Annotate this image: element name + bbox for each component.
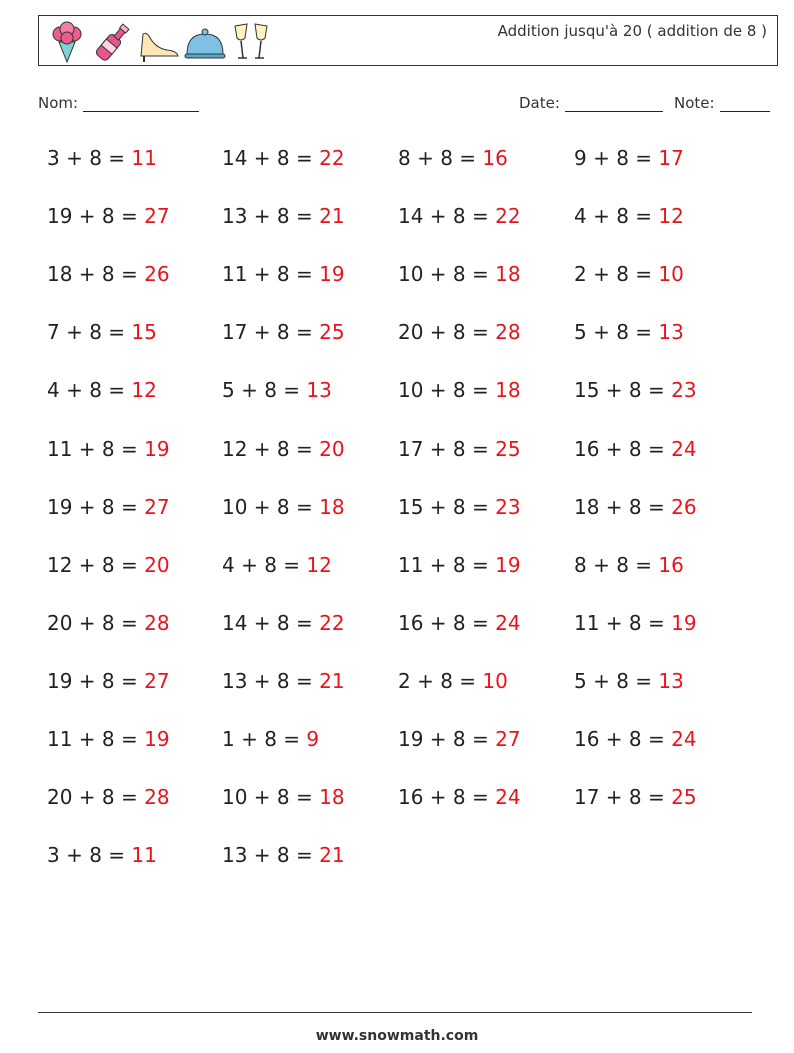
problem-question: 16 + 8 = bbox=[398, 610, 496, 635]
problem-item bbox=[222, 727, 319, 751]
problem-question: 11 + 8 = bbox=[574, 610, 672, 635]
problem-item bbox=[47, 495, 170, 519]
problem-answer: 24 bbox=[495, 785, 521, 810]
problem-answer: 22 bbox=[495, 204, 521, 229]
problem-question: 11 + 8 = bbox=[222, 262, 320, 287]
problem-question: 11 + 8 = bbox=[47, 436, 145, 461]
problem-answer: 27 bbox=[144, 204, 170, 229]
problem-item bbox=[222, 611, 345, 635]
problem-question: 14 + 8 = bbox=[222, 146, 320, 170]
problem-answer: 21 bbox=[319, 204, 345, 229]
problem-item bbox=[222, 785, 345, 809]
problem-item bbox=[222, 495, 345, 519]
problem-item bbox=[574, 553, 684, 577]
problem-answer: 18 bbox=[495, 262, 521, 287]
high-heel-shoe-icon bbox=[137, 20, 181, 64]
footer-divider bbox=[38, 1012, 752, 1013]
problem-answer: 19 bbox=[319, 262, 345, 287]
problem-item bbox=[574, 262, 684, 286]
problem-question: 16 + 8 = bbox=[574, 727, 672, 751]
problem-question: 2 + 8 = bbox=[574, 262, 659, 287]
problem-answer: 24 bbox=[671, 727, 697, 751]
problem-question: 5 + 8 = bbox=[574, 320, 659, 345]
problem-question: 19 + 8 = bbox=[398, 727, 496, 751]
name-label: Nom: bbox=[38, 94, 79, 112]
problem-item bbox=[47, 727, 170, 751]
problem-question: 8 + 8 = bbox=[398, 146, 483, 170]
problem-question: 4 + 8 = bbox=[574, 204, 659, 229]
champagne-bottle-icon bbox=[91, 20, 135, 64]
problem-question: 3 + 8 = bbox=[47, 146, 132, 170]
problem-answer: 12 bbox=[306, 552, 332, 577]
problem-question: 13 + 8 = bbox=[222, 843, 320, 868]
problem-question: 18 + 8 = bbox=[574, 494, 672, 519]
problem-answer: 18 bbox=[495, 378, 521, 403]
problem-question: 19 + 8 = bbox=[47, 494, 145, 519]
problem-question: 10 + 8 = bbox=[222, 494, 320, 519]
problem-answer: 13 bbox=[658, 320, 684, 345]
problem-answer: 21 bbox=[319, 668, 345, 693]
problem-item bbox=[398, 146, 508, 170]
date-label: Date: bbox=[519, 94, 560, 112]
problem-question: 19 + 8 = bbox=[47, 204, 145, 229]
problem-question: 17 + 8 = bbox=[222, 320, 320, 345]
problem-question: 18 + 8 = bbox=[47, 262, 145, 287]
problem-item bbox=[398, 262, 521, 286]
problem-item bbox=[574, 204, 684, 228]
problem-question: 8 + 8 = bbox=[574, 552, 659, 577]
note-field[interactable] bbox=[674, 94, 770, 112]
problem-answer: 28 bbox=[144, 610, 170, 635]
problem-item bbox=[47, 320, 157, 344]
problem-item bbox=[222, 553, 332, 577]
problem-item bbox=[222, 843, 345, 867]
problem-answer: 19 bbox=[671, 610, 697, 635]
worksheet-title: Addition jusqu'à 20 ( addition de 8 ) bbox=[497, 22, 767, 40]
problem-item bbox=[222, 204, 345, 228]
food-cloche-icon bbox=[183, 20, 227, 64]
problem-question: 5 + 8 = bbox=[574, 668, 659, 693]
problem-answer: 27 bbox=[144, 494, 170, 519]
problem-item bbox=[47, 669, 170, 693]
problem-question: 3 + 8 = bbox=[47, 843, 132, 868]
problem-question: 14 + 8 = bbox=[398, 204, 496, 229]
problem-question: 1 + 8 = bbox=[222, 727, 307, 751]
problem-item bbox=[222, 669, 345, 693]
problem-item bbox=[47, 378, 157, 402]
problem-item bbox=[398, 495, 521, 519]
problem-item bbox=[574, 320, 684, 344]
problem-item bbox=[222, 320, 345, 344]
champagne-glasses-icon bbox=[229, 20, 273, 64]
problem-answer: 25 bbox=[319, 320, 345, 345]
name-field[interactable] bbox=[38, 94, 199, 112]
problem-answer: 24 bbox=[495, 610, 521, 635]
problem-answer: 11 bbox=[131, 843, 157, 868]
problem-question: 16 + 8 = bbox=[574, 436, 672, 461]
problem-question: 20 + 8 = bbox=[47, 785, 145, 810]
header-icons bbox=[45, 20, 273, 64]
problem-answer: 19 bbox=[144, 436, 170, 461]
problem-answer: 26 bbox=[144, 262, 170, 287]
problem-answer: 18 bbox=[319, 494, 345, 519]
problem-answer: 19 bbox=[495, 552, 521, 577]
problem-item bbox=[47, 437, 170, 461]
problem-answer: 28 bbox=[144, 785, 170, 810]
problem-item bbox=[398, 611, 521, 635]
problem-answer: 12 bbox=[131, 378, 157, 403]
problem-answer: 13 bbox=[306, 378, 332, 403]
problem-answer: 15 bbox=[131, 320, 157, 345]
problem-item bbox=[47, 204, 170, 228]
problem-question: 15 + 8 = bbox=[574, 378, 672, 403]
problem-question: 16 + 8 = bbox=[398, 785, 496, 810]
footer-url: www.snowmath.com bbox=[315, 1028, 479, 1044]
problem-item bbox=[398, 553, 521, 577]
problem-item bbox=[574, 669, 684, 693]
problem-question: 17 + 8 = bbox=[398, 436, 496, 461]
problem-answer: 13 bbox=[658, 668, 684, 693]
problem-answer: 16 bbox=[482, 146, 508, 170]
problem-answer: 25 bbox=[671, 785, 697, 810]
problem-answer: 9 bbox=[306, 727, 320, 751]
problem-answer: 22 bbox=[319, 146, 345, 170]
problem-item bbox=[47, 785, 170, 809]
problem-item bbox=[574, 146, 684, 170]
problem-answer: 11 bbox=[131, 146, 157, 170]
problem-item bbox=[398, 437, 521, 461]
problem-item bbox=[47, 146, 157, 170]
problem-item bbox=[47, 611, 170, 635]
problem-answer: 20 bbox=[144, 552, 170, 577]
problem-question: 4 + 8 = bbox=[47, 378, 132, 403]
problem-question: 19 + 8 = bbox=[47, 668, 145, 693]
problem-item bbox=[47, 843, 157, 867]
problem-answer: 18 bbox=[319, 785, 345, 810]
problem-question: 11 + 8 = bbox=[47, 727, 145, 751]
problem-question: 12 + 8 = bbox=[47, 552, 145, 577]
problem-answer: 16 bbox=[658, 552, 684, 577]
problem-question: 5 + 8 = bbox=[222, 378, 307, 403]
problem-item bbox=[574, 785, 697, 809]
problem-question: 17 + 8 = bbox=[574, 785, 672, 810]
bouquet-icon bbox=[45, 20, 89, 64]
problem-question: 7 + 8 = bbox=[47, 320, 132, 345]
problem-item bbox=[398, 378, 521, 402]
name-blank[interactable] bbox=[83, 97, 199, 112]
problem-item bbox=[47, 262, 170, 286]
problem-answer: 27 bbox=[144, 668, 170, 693]
problem-question: 15 + 8 = bbox=[398, 494, 496, 519]
problem-answer: 20 bbox=[319, 436, 345, 461]
problem-answer: 25 bbox=[495, 436, 521, 461]
problem-answer: 24 bbox=[671, 436, 697, 461]
problem-item bbox=[398, 204, 521, 228]
problem-question: 13 + 8 = bbox=[222, 204, 320, 229]
problem-question: 12 + 8 = bbox=[222, 436, 320, 461]
problem-question: 11 + 8 = bbox=[398, 552, 496, 577]
problem-item bbox=[398, 785, 521, 809]
problem-question: 10 + 8 = bbox=[222, 785, 320, 810]
note-blank[interactable] bbox=[720, 97, 770, 112]
problem-answer: 21 bbox=[319, 843, 345, 868]
problem-item bbox=[574, 378, 697, 402]
problem-question: 20 + 8 = bbox=[47, 610, 145, 635]
problem-item bbox=[398, 669, 508, 693]
problem-question: 10 + 8 = bbox=[398, 378, 496, 403]
problem-answer: 10 bbox=[658, 262, 684, 287]
problem-item bbox=[574, 611, 697, 635]
problem-question: 13 + 8 = bbox=[222, 668, 320, 693]
problem-answer: 23 bbox=[495, 494, 521, 519]
problem-answer: 22 bbox=[319, 610, 345, 635]
problem-item bbox=[222, 437, 345, 461]
problem-item bbox=[47, 553, 170, 577]
problem-answer: 17 bbox=[658, 146, 684, 170]
problem-answer: 23 bbox=[671, 378, 697, 403]
problem-question: 4 + 8 = bbox=[222, 552, 307, 577]
problem-answer: 27 bbox=[495, 727, 521, 751]
problem-answer: 10 bbox=[482, 668, 508, 693]
problem-item bbox=[222, 378, 332, 402]
problem-item bbox=[222, 146, 345, 170]
problem-item bbox=[398, 727, 521, 751]
problem-question: 14 + 8 = bbox=[222, 610, 320, 635]
note-label: Note: bbox=[674, 94, 715, 112]
problem-question: 10 + 8 = bbox=[398, 262, 496, 287]
problem-item bbox=[574, 437, 697, 461]
problem-question: 9 + 8 = bbox=[574, 146, 659, 170]
problem-answer: 19 bbox=[144, 727, 170, 751]
problem-item bbox=[574, 727, 697, 751]
problem-item bbox=[574, 495, 697, 519]
problem-question: 20 + 8 = bbox=[398, 320, 496, 345]
problem-answer: 26 bbox=[671, 494, 697, 519]
problem-answer: 12 bbox=[658, 204, 684, 229]
date-field[interactable] bbox=[519, 94, 663, 112]
date-blank[interactable] bbox=[565, 97, 663, 112]
problem-item bbox=[222, 262, 345, 286]
problem-item bbox=[398, 320, 521, 344]
worksheet-header bbox=[38, 15, 778, 66]
problem-answer: 28 bbox=[495, 320, 521, 345]
problem-question: 2 + 8 = bbox=[398, 668, 483, 693]
